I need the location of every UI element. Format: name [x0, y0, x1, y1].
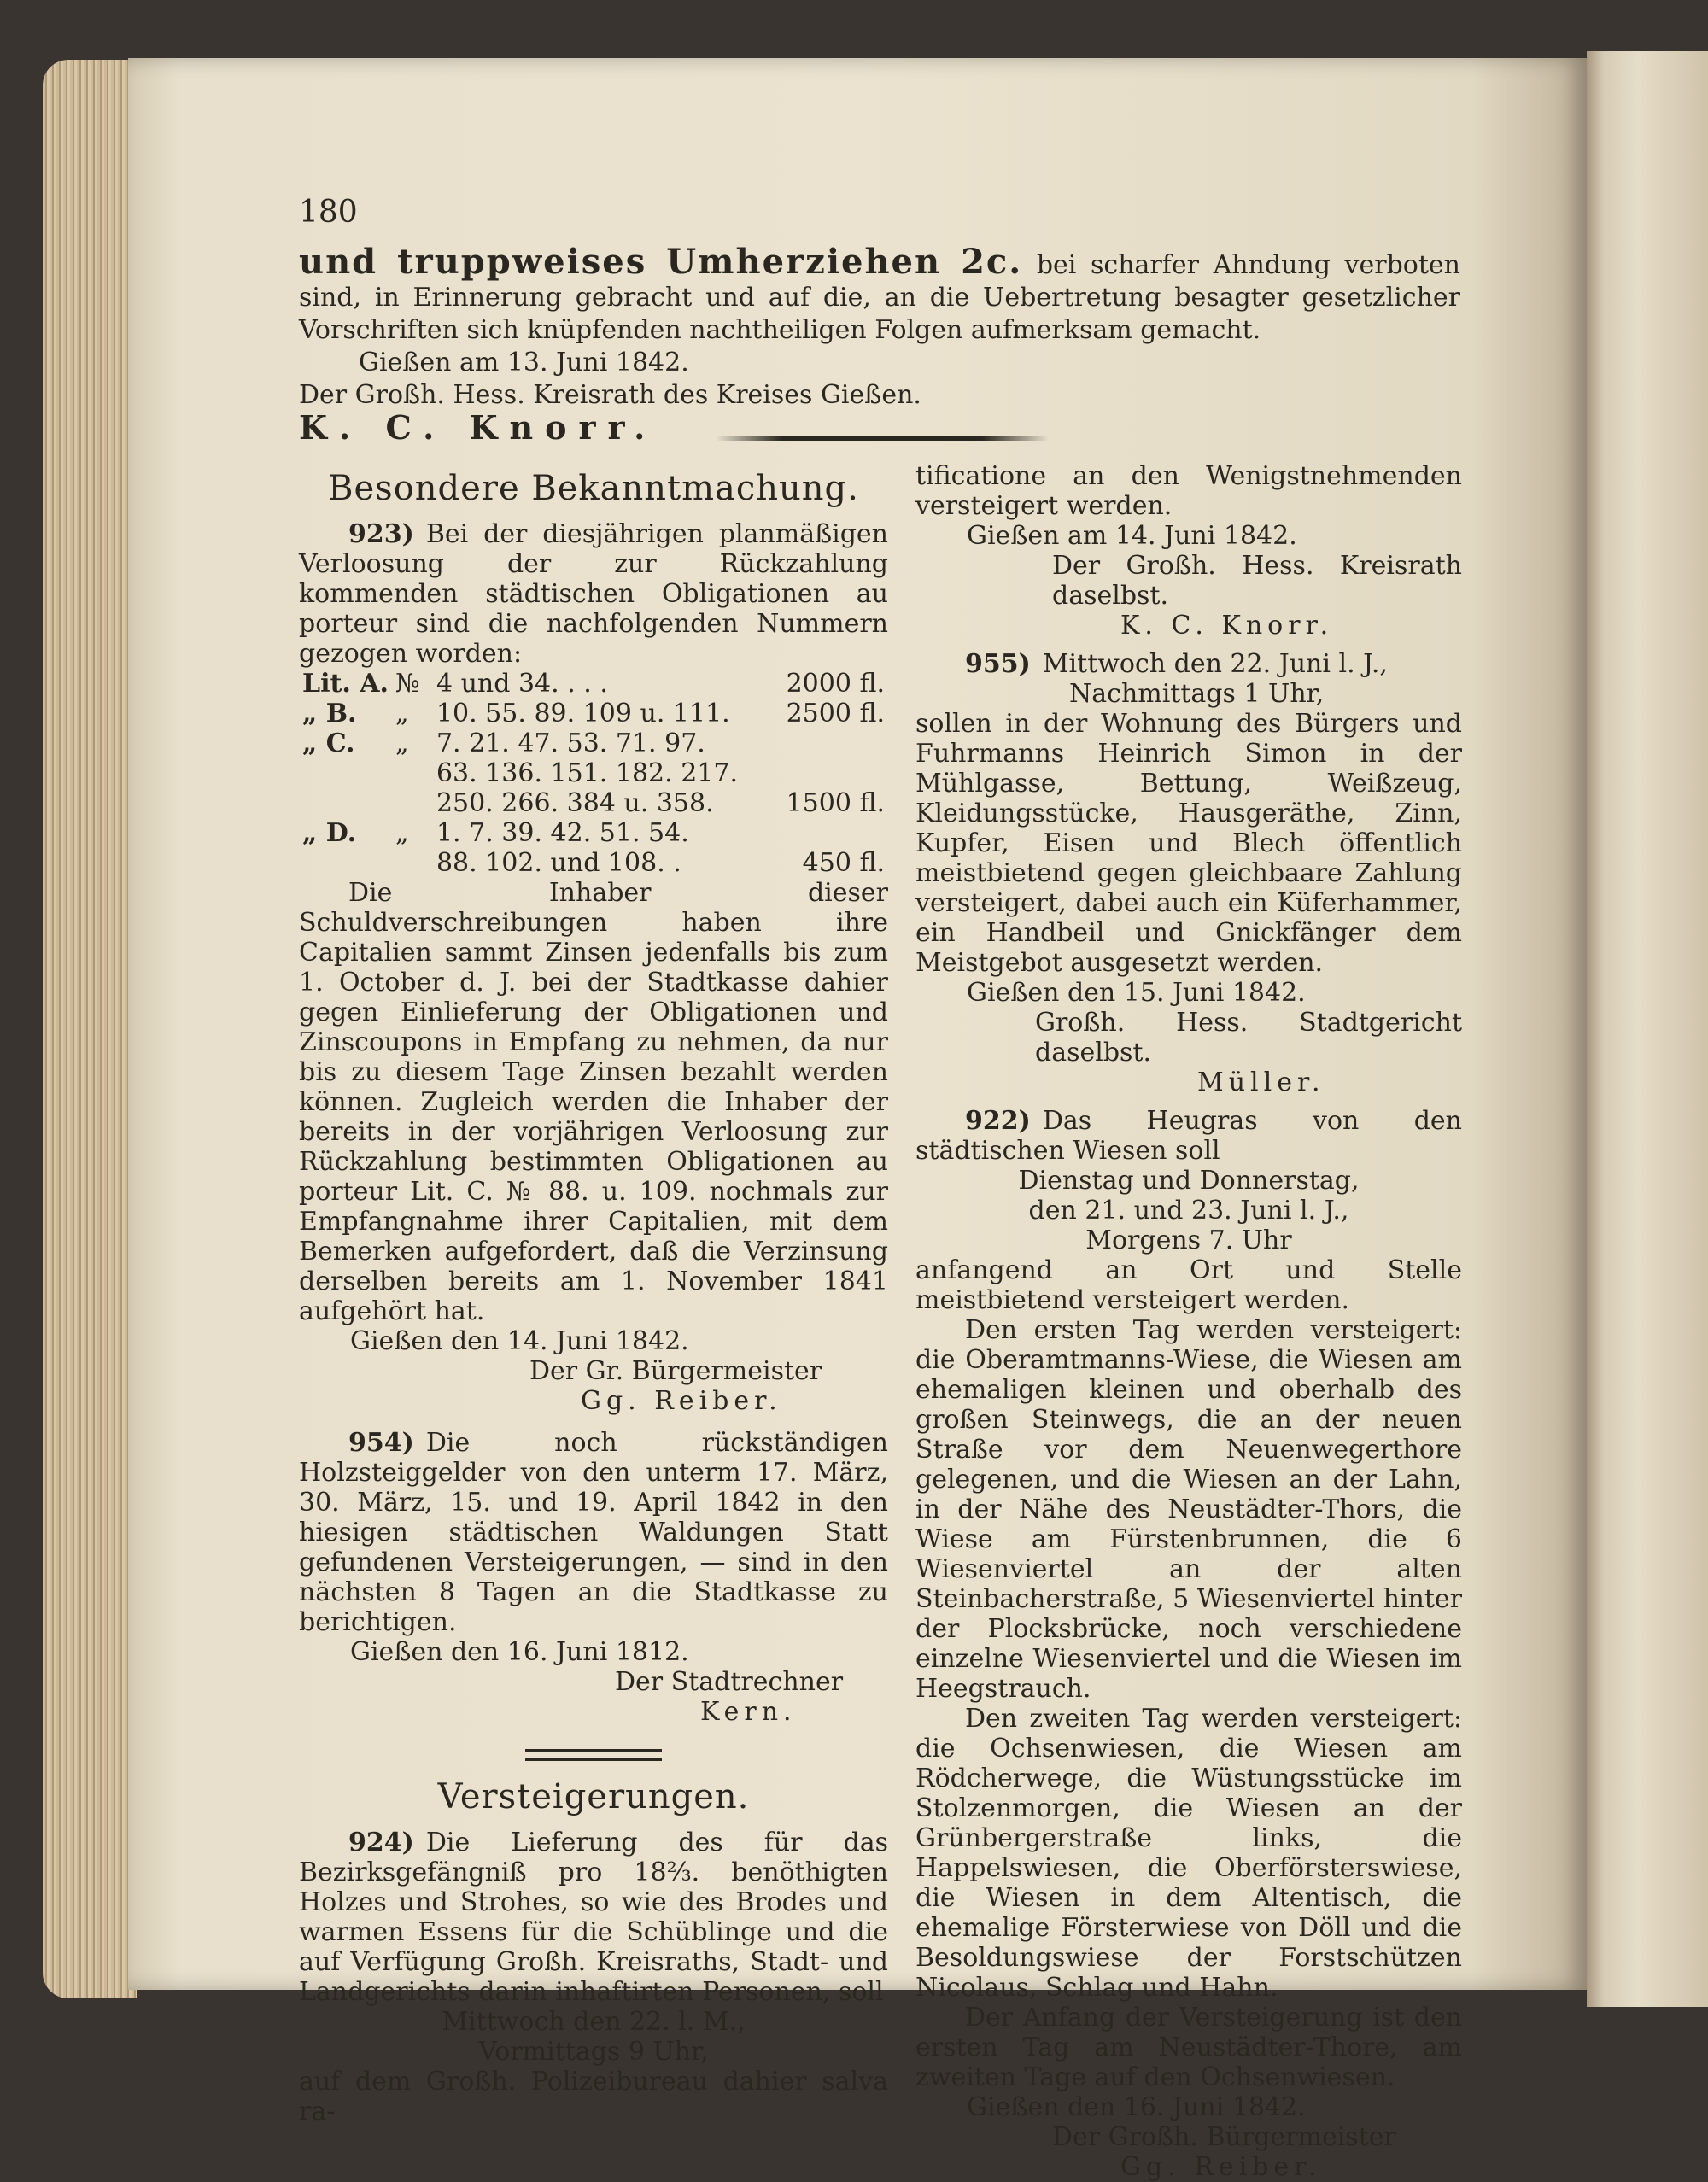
notice-923-signoff: Der Gr. Bürgermeister [529, 1356, 822, 1386]
lot-amount: 2500 fl. [786, 699, 885, 728]
top-notice-text [299, 242, 1460, 347]
facing-page-edge [1587, 51, 1708, 2007]
lot-numbers: 88. 102. und 108. . [436, 848, 681, 878]
notice-number: 924) [348, 1828, 414, 1857]
notice-955-date: Gießen den 15. Juni 1842. [967, 978, 1306, 1008]
notice-922-text: Das Heugras von den städtischen Wiesen soll [915, 1106, 1462, 1166]
heading-versteigerungen: Versteigerungen. [437, 1777, 750, 1816]
lot-row [299, 728, 888, 758]
lot-row [299, 669, 888, 699]
notice-922-paragraph-1: Den ersten Tag werden versteigert: die Oberamtmanns-Wiese, die Wiesen am ehemaligen kleinen und oberhalb des großen Steinwegs, die an der neuen Straße vor dem Neuenwegerthore gelegenen, und die Wiesen an der Lahn, in der Nähe des Neustädter-Thors, die Wiese am Fürstenbrunnen, die 6 Wiesenviertel an der alten Steinbacherstraße, 5 Wiesenviertel hinter der Plocksbrücke, noch verschiedene einzelne Wiesenviertel und die Wiesen im Heegstrauch. [915, 1315, 1462, 1704]
continuation-signoff: Der Großh. Hess. Kreisrath daselbst. [1052, 551, 1462, 611]
notice-922-date: Gießen den 16. Juni 1842. [967, 2092, 1306, 2122]
notice-922-when1: Dienstag und Donnerstag, [1018, 1166, 1360, 1196]
notice-955-when2: Nachmittags 1 Uhr, [1069, 679, 1325, 709]
lot-row [299, 848, 888, 878]
lot-numbers: 250. 266. 384 u. 358. [436, 788, 714, 818]
notice-955 [915, 649, 1462, 679]
notice-924-when1: Mittwoch den 22. l. M., [442, 2007, 746, 2037]
notice-924-text: Die Lieferung des für das Bezirksgefängniß pro 18⅔. benöthigten Holzes und Strohes, so wie des Brodes und warmen Essens für die Schüblinge und die auf Verfügung Großh. Kreisraths, Stadt- und Landgerichts darin inhaftirten Personen, soll [299, 1828, 888, 2007]
continuation-text: tificatione an den Wenigstnehmenden versteigert werden. [915, 461, 1462, 521]
continuation-date: Gießen am 14. Juni 1842. [967, 521, 1297, 551]
notice-954-signname: Kern. [700, 1697, 797, 1727]
notice-number: 922) [965, 1106, 1031, 1136]
lot-letter: „ B. [302, 699, 357, 728]
notice-922-paragraph-3: Der Anfang der Versteigerung ist den ersten Tag am Neustädter-Thore, am zweiten Tage auf den Ochsenwiesen. [915, 2003, 1462, 2092]
page-number: 180 [299, 195, 358, 230]
notice-923-text2: Die Inhaber dieser Schuldverschreibungen haben ihre Capitalien sammt Zinsen jedenfalls bis zum 1. October d. J. bei der Stadtkasse dahier gegen Einlieferung der Obligationen und Zinscoupons in Empfang zu nehmen, da nur bis zu diesem Tage Zinsen bezahlt werden können. Zugleich werden die Inhaber der bereits in der vorjährigen Verloosung zur Rückzahlung bestimmten Obligationen au porteur Lit. C. № 88. u. 109. nochmals zur Empfangnahme ihrer Capitalien, mit dem Bemerken aufgefordert, daß die Verzinsung derselben bereits am 1. November 1841 aufgehört hat. [299, 878, 888, 1326]
notice-954 [299, 1428, 888, 1637]
notice-954-text: Die noch rückständigen Holzsteiggelder von den unterm 17. März, 30. März, 15. und 19. April 1842 in den hiesigen städtischen Waldungen Statt gefundenen Versteigerungen, — sind in den nächsten 8 Tagen an die Stadtkasse zu berichtigen. [299, 1428, 888, 1637]
lot-letter [299, 758, 392, 788]
lot-number-sign [392, 848, 433, 878]
notice-924-text2: auf dem Großh. Polizeibureau dahier salva ra- [299, 2067, 888, 2126]
book-page-edges [43, 60, 137, 1998]
lot-table [299, 669, 888, 878]
notice-number: 923) [348, 519, 414, 549]
lot-amount [779, 728, 888, 758]
notice-923-signname: Gg. Reiber. [581, 1386, 782, 1416]
left-column [299, 461, 888, 2126]
lot-letter: Lit. A. [302, 669, 389, 699]
lot-numbers: 4 und 34. . . . [436, 669, 608, 699]
notice-922-signname: Gg. Reiber. [1120, 2152, 1322, 2182]
lot-number-sign: № [395, 669, 420, 699]
lot-row [299, 758, 888, 788]
lot-numbers: 1. 7. 39. 42. 51. 54. [436, 818, 689, 848]
lot-letter [299, 848, 392, 878]
notice-955-when1: Mittwoch den 22. Juni l. J., [1042, 649, 1388, 679]
notice-954-date: Gießen den 16. Juni 1812. [350, 1637, 689, 1667]
top-notice-signoff: Der Großh. Hess. Kreisrath des Kreises Gießen. [299, 380, 921, 410]
lot-letter [299, 788, 392, 818]
notice-924 [299, 1828, 888, 2007]
notice-922-signoff: Der Großh. Bürgermeister [1052, 2122, 1396, 2152]
top-notice-body: bei scharfer Ahndung verboten sind, in Erinnerung gebracht und auf die, an die Uebertretung besagter gesetzlicher Vorschriften sich knüpfenden nachtheiligen Folgen aufmerksam gemacht. [299, 250, 1460, 345]
top-notice-date: Gießen am 13. Juni 1842. [359, 348, 689, 377]
lot-amount [779, 758, 888, 788]
lot-number-sign [392, 788, 433, 818]
lot-numbers: 7. 21. 47. 53. 71. 97. [436, 728, 705, 758]
notice-922 [915, 1106, 1462, 1166]
notice-number: 955) [965, 649, 1031, 679]
lot-row [299, 699, 888, 728]
notice-955-text: sollen in der Wohnung des Bürgers und Fuhrmanns Heinrich Simon in der Mühlgasse, Bettung, Weißzeug, Kleidungsstücke, Hausgeräthe, Zinn, Kupfer, Eisen und Blech öffentlich meistbietend gegen gleichbaare Zahlung versteigert, dabei auch ein Küferhammer, ein Handbeil und Gnickfänger dem Meistgebot ausgesetzt werden. [915, 709, 1462, 978]
notice-923-date: Gießen den 14. Juni 1842. [350, 1326, 689, 1356]
lot-number-sign: „ [395, 818, 409, 848]
notice-922-paragraph-2: Den zweiten Tag werden versteigert: die Ochsenwiesen, die Wiesen am Rödcherwege, die Wüstungsstücke im Stolzenmorgen, die Wiesen an der Grünbergerstraße links, die Happelswiesen, die Oberförsterswiese, die Wiesen in dem Altentisch, die ehemalige Försterwiese von Döll und die Besoldungswiese der Forstschützen Nicolaus, Schlag und Hahn. [915, 1704, 1462, 2003]
lot-amount: 2000 fl. [786, 669, 885, 699]
lot-amount [779, 818, 888, 848]
right-column [915, 461, 1462, 2182]
section-divider [716, 436, 1049, 441]
lot-numbers: 63. 136. 151. 182. 217. [436, 758, 739, 788]
lot-number-sign: „ [395, 728, 409, 758]
continuation-signname: K. C. Knorr. [1120, 611, 1334, 641]
lot-amount: 1500 fl. [786, 788, 885, 818]
lot-letter: „ D. [302, 818, 357, 848]
section-divider [525, 1749, 662, 1761]
lot-row [299, 788, 888, 818]
top-notice-lead: und truppweises Umherziehen 2c. [299, 242, 1023, 282]
notice-number: 954) [348, 1428, 414, 1458]
notice-955-signoff: Großh. Hess. Stadtgericht daselbst. [1035, 1008, 1462, 1068]
notice-954-signoff: Der Stadtrechner [615, 1667, 844, 1697]
notice-922-when2: den 21. und 23. Juni l. J., [1028, 1196, 1349, 1226]
notice-923-text: Bei der diesjährigen planmäßigen Verloosung der zur Rückzahlung kommenden städtischen Obligationen au porteur sind die nachfolgenden Nummern gezogen worden: [299, 519, 888, 669]
notice-923 [299, 519, 888, 669]
lot-number-sign [392, 758, 433, 788]
notice-922-text2: anfangend an Ort und Stelle meistbietend versteigert werden. [915, 1255, 1462, 1315]
notice-955-signname: Müller. [1197, 1068, 1325, 1097]
top-notice-signname: K. C. Knorr. [299, 408, 658, 447]
lot-number-sign: „ [395, 699, 409, 728]
top-notice [299, 242, 1460, 447]
heading-besondere-bekanntmachung: Besondere Bekanntmachung. [328, 469, 859, 508]
notice-924-when2: Vormittags 9 Uhr, [478, 2037, 709, 2067]
notice-922-when3: Morgens 7. Uhr [1085, 1226, 1292, 1255]
lot-row [299, 818, 888, 848]
lot-letter: „ C. [302, 728, 355, 758]
lot-numbers: 10. 55. 89. 109 u. 111. [436, 699, 730, 728]
lot-amount: 450 fl. [802, 848, 885, 878]
